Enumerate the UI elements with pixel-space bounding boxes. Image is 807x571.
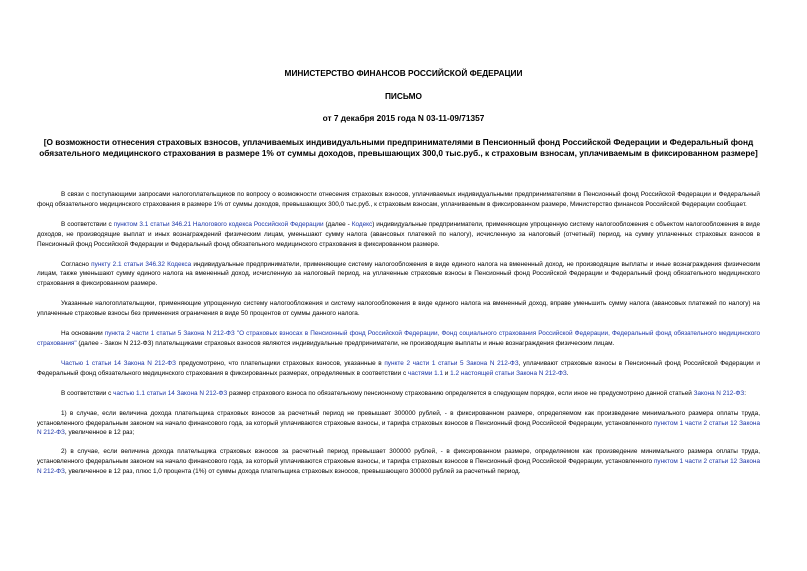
- legal-reference-link[interactable]: пунктом 1 части 2 статьи 12 Закона N 212-ФЗ: [37, 419, 760, 437]
- document-date-number: от 7 декабря 2015 года N 03-11-09/71357: [322, 113, 485, 123]
- paragraph-text: , уплачивают страховые взносы в Пенсионный фонд Российской Федерации и Федеральный фонд обязательного медицинского страхования в фиксированных размерах, определяемых в соответствии с: [37, 359, 760, 377]
- paragraph-p8: [37, 409, 760, 439]
- paragraph-text: На основании: [61, 330, 105, 338]
- paragraph-text: В соответствии с: [61, 389, 114, 397]
- paragraph-p7: [37, 389, 760, 399]
- document-title: [О возможности отнесения страховых взносов, уплачиваемых индивидуальными предпринимателями в Пенсионный фонд Российской Федерации и Федеральный фонд обязательного медицинского страхования в размере 1% от суммы доходов, превышающих 300,0 тыс.руб., к страховым взносам, уплачиваемым в фиксированном размере]: [39, 137, 758, 159]
- paragraph-p1: [37, 190, 760, 210]
- legal-reference-link[interactable]: пункта 2 части 1 статьи 5 Закона N 212-ФЗ "О страховых взносах в Пенсионный фонд Российской Федерации, Фонд социального страхования Российской Федерации, Федеральный фонд обязательного медицинского страхования": [37, 330, 760, 347]
- legal-reference-link[interactable]: частями 1.1: [407, 369, 444, 377]
- legal-reference-link[interactable]: пунктом 1 части 2 статьи 12 Закона N 212-ФЗ: [37, 458, 760, 476]
- paragraph-text: .: [566, 369, 569, 377]
- legal-reference-link[interactable]: Кодекс: [351, 220, 373, 228]
- paragraph-text: ) индивидуальные предприниматели, применяющие упрощенную систему налогообложения с объектом налогообложения в виде доходов, не производящие выплат и иных вознаграждений физическим лицам, уменьшают сумму налога (авансовых платежей по налогу), исчисленную за налоговый (отчетный) период, на сумму уплаченных страховых взносов в Пенсионный фонд Российской Федерации и Федеральный фонд обязательного медицинского страхования в фиксированном размере.: [37, 220, 760, 248]
- paragraph-text: 1) в случае, если величина дохода плательщика страховых взносов за расчетный период не превышает 300000 рублей, - в фиксированном размере, определяемом как произведение минимального размера оплаты труда, установленного федеральным законом на начало финансового года, за который уплачиваются страховые взносы, и тарифа страховых взносов в Пенсионный фонд Российской Федерации, установленного: [37, 409, 760, 427]
- ministry-heading: МИНИСТЕРСТВО ФИНАНСОВ РОССИЙСКОЙ ФЕДЕРАЦИИ: [284, 68, 523, 78]
- document-type-heading: ПИСЬМО: [384, 91, 423, 101]
- paragraph-text: В соответствии с: [61, 220, 114, 228]
- paragraph-text: , увеличенное в 12 раз;: [64, 429, 135, 437]
- legal-reference-link[interactable]: пункте 2 части 1 статьи 5 Закона N 212-ФЗ: [384, 359, 519, 367]
- paragraph-text: (далее - Закон N 212-ФЗ) плательщиками страховых взносов являются индивидуальные предприниматели, не производящие выплаты и иные вознаграждения физическим лицам.: [76, 339, 615, 347]
- document-body: [37, 190, 760, 486]
- paragraph-text: индивидуальные предприниматели, применяющие систему налогообложения в виде единого налога на вмененный доход, не производящие выплаты и иные вознаграждения физическим лицам, также уменьшают сумму единого налога на вмененный доход, исчисленную за налоговый период, на уплаченные страховые взносы в Пенсионный фонд Российской Федерации и Федеральный фонд обязательного медицинского страхования в фиксированном размере.: [37, 260, 761, 288]
- paragraph-text: , увеличенное в 12 раз, плюс 1,0 процента (1%) от суммы дохода плательщика страховых взносов, превышающего 300000 рублей за расчетный период.: [64, 468, 521, 476]
- paragraph-text: В связи с поступающими запросами налогоплательщиков по вопросу о возможности отнесения страховых взносов, уплачиваемых индивидуальными предпринимателями в Пенсионный фонд Российской Федерации и Федеральный фонд обязательного медицинского страхования в размере 1% от суммы доходов, превышающих 300,0 тыс.руб., к страховым взносам, уплачиваемым в фиксированном размере, Министерство финансов Российской Федерации сообщает.: [37, 191, 760, 208]
- paragraph-text: размер страхового взноса по обязательному пенсионному страхованию определяется в следующем порядке, если иное не предусмотрено данной статьей: [227, 389, 694, 397]
- legal-reference-link[interactable]: 1.2 настоящей статьи Закона N 212-ФЗ: [450, 369, 567, 377]
- paragraph-p4: [37, 299, 760, 319]
- paragraph-p2: [37, 220, 760, 250]
- paragraph-text: и: [443, 369, 451, 377]
- paragraph-p6: [37, 359, 760, 379]
- paragraph-p5: [37, 329, 760, 349]
- paragraph-text: 2) в случае, если величина дохода плательщика страховых взносов за расчетный период превышает 300000 рублей, - в фиксированном размере, определяемом как произведение минимального размера оплаты труда, установленного федеральным законом на начало финансового года, за который уплачиваются страховые взносы, и тарифа страховых взносов в Пенсионный фонд Российской Федерации, установленного: [37, 448, 760, 466]
- paragraph-text: (далее -: [323, 220, 352, 228]
- legal-reference-link[interactable]: пункту 2.1 статьи 346.32 Кодекса: [91, 260, 192, 268]
- paragraph-text: Указанные налогоплательщики, применяющие упрощенную систему налогообложения и систему налогообложения в виде единого налога на вмененный доход, вправе уменьшить сумму налога (авансовых платежей по налогу) на уплаченные страховые взносы без применения ограничения в виде 50 процентов от суммы данного налога.: [37, 300, 760, 318]
- paragraph-text: предусмотрено, что плательщики страховых взносов, указанные в: [176, 359, 385, 367]
- legal-reference-link[interactable]: частью 1.1 статьи 14 Закона N 212-ФЗ: [113, 389, 228, 397]
- paragraph-p3: [37, 260, 760, 290]
- legal-reference-link[interactable]: Закона N 212-ФЗ: [693, 389, 745, 397]
- paragraph-p9: [37, 447, 760, 477]
- legal-reference-link[interactable]: пунктом 3.1 статьи 346.21 Налогового кодекса Российской Федерации: [113, 220, 324, 228]
- paragraph-text: :: [744, 389, 746, 397]
- legal-reference-link[interactable]: Частью 1 статьи 14 Закона N 212-ФЗ: [61, 359, 176, 367]
- paragraph-text: Согласно: [61, 260, 92, 268]
